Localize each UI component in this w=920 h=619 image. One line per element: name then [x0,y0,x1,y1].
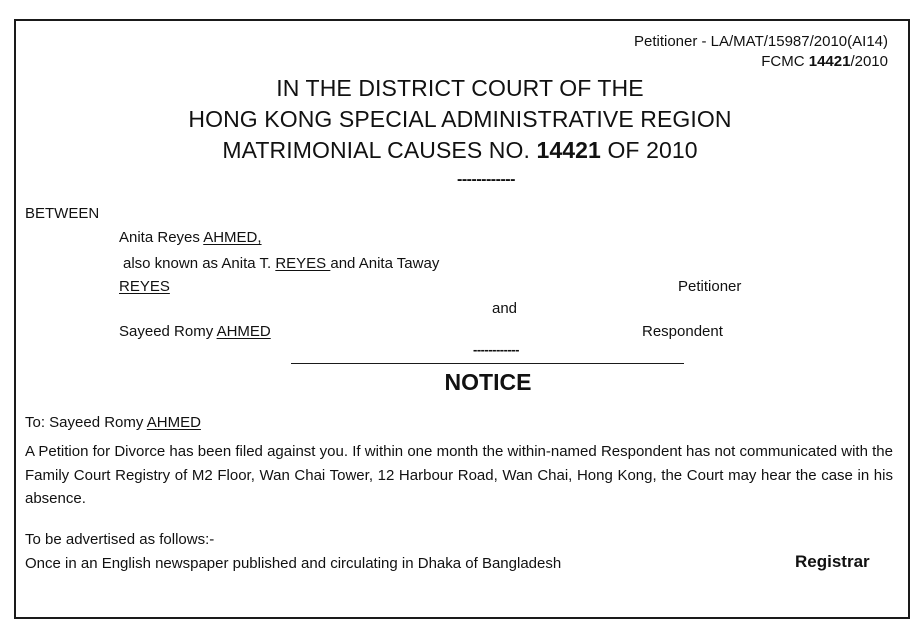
petitioner-alias [123,255,439,272]
petitioner-reference: Petitioner - LA/MAT/15987/2010(AI14) [633,33,888,50]
fcmc-suffix: /2010 [850,53,888,70]
parties-separator: ------------ [473,342,519,357]
petitioner-given-name: Anita Reyes [119,229,204,246]
respondent-name [119,323,271,340]
petitioner-role: Petitioner [678,278,742,295]
respondent-role: Respondent [642,323,723,340]
advertise-detail: Once in an English newspaper published and circulating in Dhaka of Bangladesh [25,555,562,572]
petitioner-name [119,229,262,246]
and-label: and [492,300,518,317]
alias-prefix: also known as Anita T. [123,255,276,272]
advertise-label: To be advertised as follows:- [25,531,215,548]
between-label: BETWEEN [25,205,100,222]
case-number: 14421 [536,137,601,163]
alias-surname-1: REYES [275,255,331,272]
case-number-heading [0,137,920,164]
petition-paragraph: A Petition for Divorce has been filed against you. If within one month the within-named Respondent has not communicated with the Family Court Registry of M2 Floor, Wan Chai Tower, 12 Harbour Road, Wan Chai, Hong Kong, the Court may hear the case in his absence. [25,443,893,507]
court-heading-line2: HONG KONG SPECIAL ADMINISTRATIVE REGION [188,106,732,132]
respondent-given-name: Sayeed Romy [119,323,217,340]
registrar-signatory: Registrar [795,552,870,571]
fcmc-reference [761,53,888,70]
notice-title: NOTICE [444,369,532,395]
fcmc-prefix: FCMC [761,53,809,70]
alias-surname-2: REYES [119,278,170,295]
notice-rule [291,363,684,364]
addressee [25,414,201,431]
addressee-surname: AHMED [146,414,201,431]
addressee-prefix: To: Sayeed Romy [25,414,147,431]
heading-separator: ------------ [457,171,515,188]
alias-middle: and Anita Taway [330,255,440,272]
fcmc-number: 14421 [808,53,851,70]
respondent-surname: AHMED [216,323,271,340]
case-heading-suffix: OF 2010 [600,137,698,163]
court-heading-line1: IN THE DISTRICT COURT OF THE [276,75,644,101]
petitioner-surname: AHMED, [203,229,262,246]
case-heading-prefix: MATRIMONIAL CAUSES NO. [222,137,537,163]
